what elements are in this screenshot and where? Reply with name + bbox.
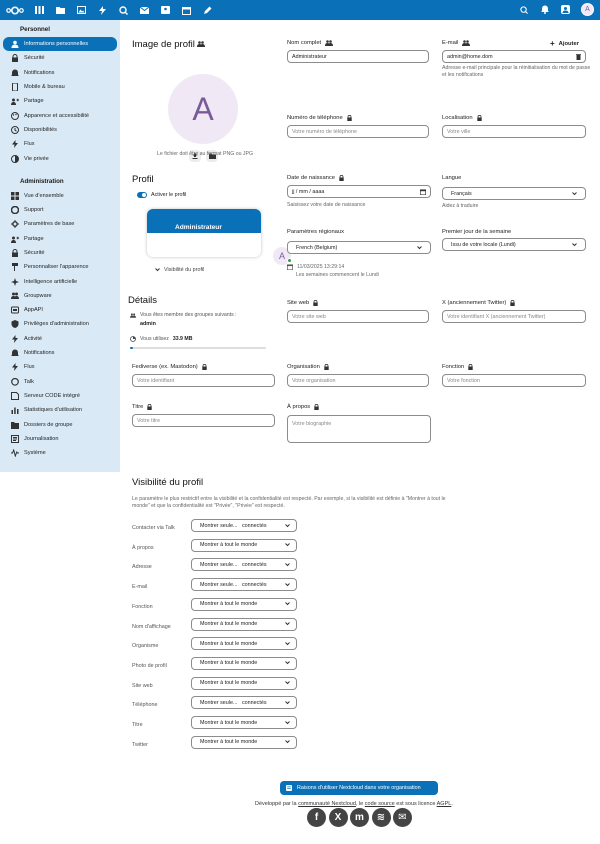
fediverse-input[interactable]: Votre identifiant xyxy=(132,374,275,387)
profile-preview-card[interactable] xyxy=(147,209,261,257)
chevron-down-icon xyxy=(155,268,160,272)
visibility-select[interactable] xyxy=(191,696,297,709)
sidebar-personal-item-label: Mobile & bureau xyxy=(24,84,65,91)
organisation-label: Organisation xyxy=(287,364,329,370)
top-bar xyxy=(0,0,600,20)
twitter-input[interactable]: Votre identifiant X (anciennement Twitter) xyxy=(442,310,586,323)
search-icon[interactable] xyxy=(518,4,529,15)
regional-value: French (Belgium) xyxy=(296,244,338,251)
admin-icon xyxy=(11,320,19,328)
visibility-row xyxy=(120,716,420,730)
profile-visibility-link[interactable]: Visibilité du profil xyxy=(155,267,204,273)
role-input[interactable]: Votre fonction xyxy=(442,374,586,387)
footer-credits xyxy=(255,801,453,807)
email-icon[interactable]: ✉ xyxy=(393,808,412,827)
birthdate-placeholder: jj / mm / aaaa xyxy=(292,188,325,195)
credits-part-1: Développé par la xyxy=(255,801,299,807)
visibility-title: Visibilité du profil xyxy=(132,477,204,488)
visibility-row-label: À propos xyxy=(132,544,154,551)
sidebar-personal-item-label: Notifications xyxy=(24,69,55,76)
sidebar-personal-item[interactable] xyxy=(3,108,117,122)
visibility-row xyxy=(120,637,420,651)
sidebar-admin-item[interactable] xyxy=(3,274,117,288)
lock-icon xyxy=(11,249,19,257)
visibility-row-label: Fonction xyxy=(132,603,153,610)
language-select[interactable] xyxy=(442,187,586,200)
pie-chart-icon xyxy=(130,336,136,342)
clock-icon xyxy=(11,126,19,134)
storage-progress-fill xyxy=(130,347,133,349)
visibility-row xyxy=(120,657,420,671)
add-email-button[interactable]: + Ajouter xyxy=(550,39,579,48)
visibility-select[interactable] xyxy=(191,539,297,552)
group-icon xyxy=(130,313,136,318)
enable-profile-toggle[interactable] xyxy=(137,192,186,198)
visibility-select-value: Montrer à tout le monde xyxy=(200,739,258,746)
avatar-format-hint: Le fichier doit être au format PNG ou JPG xyxy=(156,151,253,157)
sidebar-admin-item[interactable] xyxy=(3,332,117,346)
visibility-row xyxy=(120,618,420,632)
notifications-icon[interactable] xyxy=(539,4,550,15)
lock-icon xyxy=(313,300,318,306)
visibility-select-value: Montrer seule... connectés xyxy=(200,699,267,706)
regional-datetime: 11/03/2025 13:29:14 xyxy=(287,264,344,270)
visibility-row-label: Téléphone xyxy=(132,702,158,709)
sidebar-admin-item[interactable] xyxy=(3,289,117,303)
sidebar-admin-item-label: Partage xyxy=(24,235,44,242)
website-input[interactable]: Votre site web xyxy=(287,310,429,323)
phone-label: Numéro de téléphone xyxy=(287,115,352,121)
sidebar-personal-item[interactable] xyxy=(3,66,117,80)
sidebar-personal-item-label: Partage xyxy=(24,98,44,105)
sidebar-admin-item[interactable] xyxy=(3,203,117,217)
sidebar-personal-item-label: Vie privée xyxy=(24,155,49,162)
talk-icon xyxy=(11,378,19,386)
groups-text: Vous êtes membre des groupes suivants : xyxy=(130,312,237,318)
fullname-label: Nom complet xyxy=(287,40,333,46)
sidebar-personal-item[interactable] xyxy=(3,151,117,165)
sidebar-personal-item-label: Apparence et accessibilité xyxy=(24,112,89,119)
visibility-description: Le paramètre le plus restrictif entre la visibilité et la confidentialité est respecté. Par exemple, si la visibilité est définie à "Montrer à tout le monde" et que la confidentialité est "Privée", "Privée" est respecté. xyxy=(132,496,446,509)
sidebar-admin-item-label: Vue d'ensemble xyxy=(24,192,64,199)
system-icon xyxy=(11,449,19,457)
activity-icon xyxy=(11,335,19,343)
group-icon xyxy=(462,40,470,46)
visibility-row xyxy=(120,736,420,750)
bell-icon xyxy=(11,69,19,77)
privacy-icon xyxy=(11,155,19,163)
website-label: Site web xyxy=(287,300,318,306)
language-label: Langue xyxy=(442,175,462,181)
rss-icon[interactable]: ≋ xyxy=(372,808,391,827)
first-day-value: Issu de votre locale (Lundi) xyxy=(451,241,516,248)
sidebar-personal-item-label: Flux xyxy=(24,141,35,148)
birthdate-hint: Saisissez votre date de naissance xyxy=(287,202,366,208)
first-day-label: Premier jour de la semaine xyxy=(442,229,512,235)
sidebar-personal-item[interactable] xyxy=(3,51,117,65)
sidebar-admin-item-label: Personnaliser l'apparence xyxy=(24,264,89,271)
toggle-switch[interactable] xyxy=(137,192,147,198)
sidebar-personal-item-label: Informations personnelles xyxy=(24,41,89,48)
email-label: E-mail xyxy=(442,40,470,46)
visibility-select[interactable] xyxy=(191,618,297,631)
share-icon xyxy=(11,235,19,243)
api-icon xyxy=(11,306,19,314)
chevron-down-icon xyxy=(285,721,290,725)
chart-icon xyxy=(11,406,19,414)
sidebar-personal-item-label: Disponibilités xyxy=(24,126,57,133)
chevron-down-icon xyxy=(572,192,577,196)
translate-link[interactable]: Aidez à traduire xyxy=(442,203,479,209)
sidebar-admin-item[interactable] xyxy=(3,346,117,360)
group-icon xyxy=(325,40,333,46)
sidebar-personal-item-label: Sécurité xyxy=(24,55,45,62)
sidebar-admin-item-label: Serveur CODE intégré xyxy=(24,392,80,399)
sidebar-admin-item[interactable] xyxy=(3,360,117,374)
flash-icon xyxy=(11,363,19,371)
dashboard-icon[interactable] xyxy=(34,5,45,16)
credits-part-3: est sous licence xyxy=(394,801,437,807)
activity-icon[interactable] xyxy=(97,5,108,16)
profile-avatar: A xyxy=(168,74,238,144)
fullname-input[interactable]: Administrateur xyxy=(287,50,429,63)
sidebar-admin-item-label: Flux xyxy=(24,364,35,371)
why-nextcloud-label: Raisons d'utiliser Nextcloud dans votre organisation xyxy=(297,785,421,791)
user-icon xyxy=(11,40,19,48)
sidebar-admin-item[interactable] xyxy=(3,217,117,231)
language-value: Français xyxy=(451,190,472,197)
sidebar-admin-item-label: Privilèges d'administration xyxy=(24,321,89,328)
bell-icon xyxy=(11,349,19,357)
sidebar-admin-item-label: Système xyxy=(24,450,46,457)
why-nextcloud-button[interactable] xyxy=(280,781,438,795)
photos-icon[interactable] xyxy=(76,5,87,16)
visibility-row xyxy=(120,558,420,572)
sidebar-admin-item[interactable] xyxy=(3,417,117,431)
community-link[interactable]: communauté Nextcloud xyxy=(298,801,356,807)
credits-part-4: . xyxy=(451,801,453,807)
sidebar-admin-item[interactable] xyxy=(3,246,117,260)
visibility-select[interactable] xyxy=(191,578,297,591)
group-icon xyxy=(197,41,205,47)
sidebar-personal-item[interactable] xyxy=(3,37,117,51)
chevron-down-icon xyxy=(285,563,290,567)
visibility-select[interactable] xyxy=(191,677,297,690)
sidebar-admin-item[interactable] xyxy=(3,389,117,403)
overview-icon xyxy=(11,192,19,200)
groupware-icon xyxy=(11,292,19,300)
profile-card-name: Administrateur xyxy=(147,209,261,233)
storage-progress xyxy=(130,347,266,349)
sidebar-admin-item-label: Statistiques d'utilisation xyxy=(24,407,82,414)
visibility-select-value: Montrer à tout le monde xyxy=(200,621,258,627)
headline-input[interactable]: Votre titre xyxy=(132,414,275,427)
search-app-icon[interactable] xyxy=(118,5,129,16)
location-label: Localisation xyxy=(442,115,482,121)
chevron-down-icon xyxy=(285,602,290,606)
sidebar-admin-item[interactable] xyxy=(3,403,117,417)
settings-icon xyxy=(11,220,19,228)
storage-usage: Vous utilisez 33.9 MB xyxy=(130,336,192,342)
profile-image-title: Image de profil xyxy=(132,39,205,50)
visibility-select[interactable] xyxy=(191,716,297,729)
visibility-row-label: Site web xyxy=(132,682,153,689)
lock-icon xyxy=(510,300,515,306)
files-icon[interactable] xyxy=(55,5,66,16)
flash-icon xyxy=(11,140,19,148)
sidebar-admin-item[interactable] xyxy=(3,432,117,446)
visibility-list xyxy=(120,519,420,759)
fediverse-label: Fediverse (ex. Mastodon) xyxy=(132,364,207,370)
sidebar-personal-item[interactable] xyxy=(3,80,117,94)
visibility-select[interactable] xyxy=(191,657,297,670)
visibility-select[interactable] xyxy=(191,736,297,749)
sidebar-personal-item[interactable] xyxy=(3,137,117,151)
settings-sidebar xyxy=(0,20,120,472)
visibility-row-label: Nom d'affichage xyxy=(132,623,171,630)
license-link[interactable]: AGPL xyxy=(436,801,452,807)
phone-icon xyxy=(11,83,19,91)
headline-label: Titre xyxy=(132,404,152,410)
lock-icon xyxy=(347,115,352,121)
mail-icon[interactable] xyxy=(139,5,150,16)
lock-icon xyxy=(147,404,152,410)
visibility-select[interactable] xyxy=(191,598,297,611)
chevron-down-icon xyxy=(572,243,577,247)
chevron-down-icon xyxy=(285,524,290,528)
biography-textarea[interactable]: Votre biographie xyxy=(287,415,431,443)
chevron-down-icon xyxy=(285,642,290,646)
chevron-down-icon xyxy=(285,740,290,744)
birthdate-input[interactable] xyxy=(287,185,431,198)
email-input[interactable] xyxy=(442,50,586,63)
lock-icon xyxy=(339,175,344,181)
role-label: Fonction xyxy=(442,364,473,370)
lock-icon xyxy=(468,364,473,370)
sidebar-admin-item-label: Notifications xyxy=(24,350,55,357)
share-icon xyxy=(11,97,19,105)
visibility-select-value: Montrer seule... connectés xyxy=(200,561,267,568)
visibility-row-label: Contacter via Talk xyxy=(132,525,175,531)
location-input[interactable]: Votre ville xyxy=(442,125,586,138)
regional-label: Paramètres régionaux xyxy=(287,229,345,235)
sidebar-admin-item-label: AppAPI xyxy=(24,307,43,314)
visibility-row-label: Titre xyxy=(132,722,143,728)
lock-icon xyxy=(324,364,329,370)
lock-icon xyxy=(202,364,207,370)
sidebar-heading-admin: Administration xyxy=(20,177,64,185)
birthdate-label: Date de naissance xyxy=(287,175,344,181)
sidebar-admin-item-label: Journalisation xyxy=(24,435,59,442)
profile-card-avatar: A xyxy=(272,246,292,266)
storage-value: 33.9 MB xyxy=(172,336,193,342)
contacts-icon[interactable] xyxy=(160,5,171,16)
source-code-link[interactable]: code source xyxy=(364,801,395,807)
email-hint: Adresse e-mail principale pour la réinitialisation du mot de passe et les notifications xyxy=(442,65,591,78)
calendar-icon[interactable] xyxy=(420,189,426,195)
visibility-row xyxy=(120,519,420,533)
visibility-select-value: Montrer à tout le monde xyxy=(200,660,258,667)
sidebar-admin-item-label: Dossiers de groupe xyxy=(24,421,73,428)
sidebar-admin-item[interactable] xyxy=(3,375,117,389)
visibility-row xyxy=(120,578,420,592)
theming-icon xyxy=(11,263,19,271)
folder-icon xyxy=(11,421,19,429)
delete-icon[interactable] xyxy=(576,54,581,60)
visibility-row xyxy=(120,539,420,553)
chevron-down-icon xyxy=(285,543,290,547)
x-icon[interactable]: X xyxy=(329,808,348,827)
log-icon xyxy=(11,435,19,443)
chevron-down-icon xyxy=(285,583,290,587)
sidebar-admin-item-label: Sécurité xyxy=(24,250,45,256)
sidebar-admin-item[interactable] xyxy=(3,303,117,317)
phone-input[interactable]: Votre numéro de téléphone xyxy=(287,125,429,138)
details-title: Détails xyxy=(128,295,158,306)
calendar-icon[interactable] xyxy=(181,5,192,16)
sidebar-admin-item[interactable] xyxy=(3,446,117,460)
visibility-row-label: E-mail xyxy=(132,584,148,591)
info-icon xyxy=(286,785,292,791)
sidebar-personal-item[interactable] xyxy=(3,123,117,137)
sidebar-admin-item-label: Intelligence artificielle xyxy=(24,278,78,285)
first-day-select[interactable] xyxy=(442,238,586,251)
mastodon-icon[interactable]: m xyxy=(350,808,369,827)
regional-select[interactable] xyxy=(287,241,431,254)
lock-icon xyxy=(314,404,319,410)
contacts-menu-icon[interactable] xyxy=(560,4,571,15)
visibility-select-value: Montrer à tout le monde xyxy=(200,680,258,687)
visibility-row-label: Adresse xyxy=(132,564,152,571)
biography-label: À propos xyxy=(287,404,319,410)
organisation-input[interactable]: Votre organisation xyxy=(287,374,429,387)
visibility-select[interactable] xyxy=(191,637,297,650)
visibility-row-label: Photo de profil xyxy=(132,662,167,669)
notes-icon[interactable] xyxy=(202,5,213,16)
sidebar-personal-item[interactable] xyxy=(3,94,117,108)
support-icon xyxy=(11,206,19,214)
sidebar-admin-item[interactable] xyxy=(3,189,117,203)
chevron-down-icon xyxy=(285,701,290,705)
ai-icon xyxy=(11,278,19,286)
sidebar-admin-item-label: Talk xyxy=(24,378,34,385)
visibility-select-value: Montrer à tout le monde xyxy=(200,640,258,647)
chevron-down-icon xyxy=(285,622,290,626)
twitter-label: X (anciennement Twitter) xyxy=(442,300,515,306)
lock-icon xyxy=(11,54,19,62)
visibility-select-value: Montrer à tout le monde xyxy=(200,719,258,726)
email-value: admin@home.dom xyxy=(447,53,493,60)
credits-part-2: , le xyxy=(355,801,365,807)
visibility-row xyxy=(120,598,420,612)
visibility-select-value: Montrer à tout le monde xyxy=(200,601,258,608)
groups-value: admin xyxy=(140,321,156,327)
chevron-down-icon xyxy=(285,681,290,685)
sidebar-admin-item-label: Support xyxy=(24,207,44,214)
sidebar-admin-item-label: Groupware xyxy=(24,292,52,299)
visibility-select[interactable] xyxy=(191,558,297,571)
lock-icon xyxy=(477,115,482,121)
calendar-clock-icon xyxy=(287,264,293,270)
profile-title: Profil xyxy=(132,174,154,185)
sidebar-admin-item-label: Activité xyxy=(24,335,43,342)
visibility-row-label: Twitter xyxy=(132,741,148,748)
visibility-row xyxy=(120,696,420,710)
chevron-down-icon xyxy=(285,661,290,665)
visibility-select-value: Montrer à tout le monde xyxy=(200,542,258,549)
nextcloud-logo[interactable] xyxy=(6,5,24,15)
chevron-down-icon xyxy=(417,246,422,250)
sidebar-admin-item[interactable] xyxy=(3,260,117,274)
visibility-row-label: Organisme xyxy=(132,643,159,650)
office-icon xyxy=(11,392,19,400)
sidebar-admin-item[interactable] xyxy=(3,232,117,246)
week-start-hint: Les semaines commencent le Lundi xyxy=(296,272,379,278)
visibility-row xyxy=(120,677,420,691)
palette-icon xyxy=(11,112,19,120)
toggle-label: Activer le profil xyxy=(151,192,187,198)
visibility-select[interactable] xyxy=(191,519,297,532)
visibility-select-value: Montrer seule... connectés xyxy=(200,581,267,588)
visibility-select-value: Montrer seule... connectés xyxy=(200,522,267,529)
status-online-dot xyxy=(287,258,292,263)
sidebar-admin-item[interactable] xyxy=(3,317,117,331)
sidebar-heading-personal: Personnel xyxy=(20,26,50,33)
user-avatar[interactable]: A xyxy=(581,3,594,16)
facebook-icon[interactable]: f xyxy=(307,808,326,827)
sidebar-admin-item-label: Paramètres de base xyxy=(24,221,75,228)
